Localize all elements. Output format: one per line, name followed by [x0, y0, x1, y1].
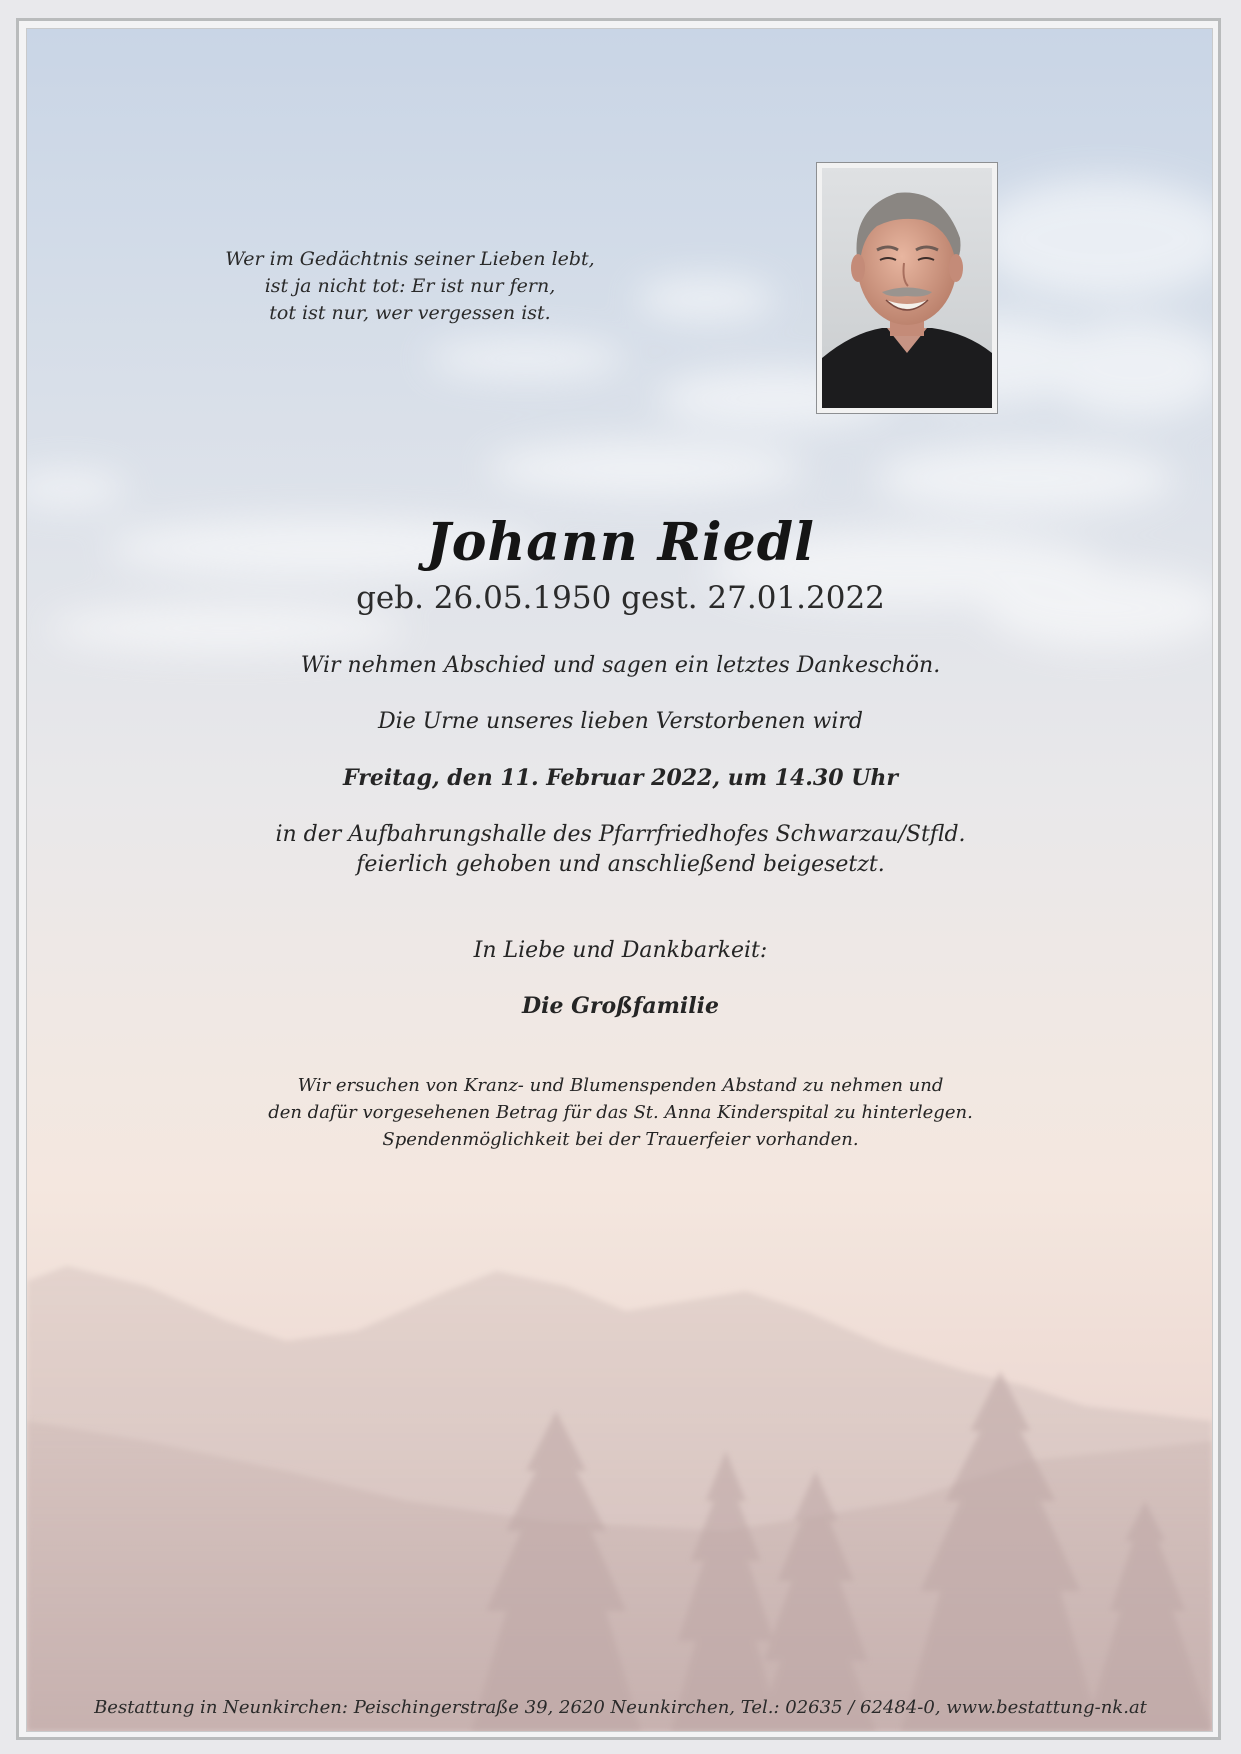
funeral-home-footer: Bestattung in Neunkirchen: Peischingerstraße 39, 2620 Neunkirchen, Tel.: 02635 / 62484-0, www.bestattung-nk.at: [94, 1697, 1147, 1718]
quote-line: tot ist nur, wer vergessen ist.: [269, 302, 551, 324]
portrait-frame: [816, 162, 998, 414]
quote-line: Wer im Gedächtnis seiner Lieben lebt,: [225, 248, 595, 270]
farewell-text: Wir nehmen Abschied und sagen ein letztes Dankeschön.: [300, 653, 941, 678]
mountain-forest-silhouette: [27, 1171, 1212, 1731]
donation-line: den dafür vorgesehenen Betrag für das St. Anna Kinderspital zu hinterlegen.: [268, 1102, 973, 1123]
donation-line: Wir ersuchen von Kranz- und Blumenspenden Abstand zu nehmen und: [297, 1075, 944, 1096]
ceremony-description: feierlich gehoben und anschließend beigesetzt.: [356, 852, 885, 877]
background-panel: [26, 28, 1213, 1732]
closing-text: In Liebe und Dankbarkeit:: [473, 938, 768, 963]
ceremony-date-time: Freitag, den 11. Februar 2022, um 14.30 Uhr: [343, 765, 898, 791]
memorial-quote: [210, 246, 610, 327]
portrait-photo: [822, 168, 992, 408]
life-dates: geb. 26.05.1950 gest. 27.01.2022: [356, 580, 885, 616]
family-signature: Die Großfamilie: [522, 993, 719, 1019]
donation-line: Spendenmöglichkeit bei der Trauerfeier vorhanden.: [382, 1129, 859, 1150]
quote-line: ist ja nicht tot: Er ist nur fern,: [264, 275, 556, 297]
ceremony-location: in der Aufbahrungshalle des Pfarrfriedhofes Schwarzau/Stfld.: [275, 822, 966, 847]
urn-intro-text: Die Urne unseres lieben Verstorbenen wird: [378, 709, 863, 734]
deceased-name: Johann Riedl: [426, 512, 815, 573]
